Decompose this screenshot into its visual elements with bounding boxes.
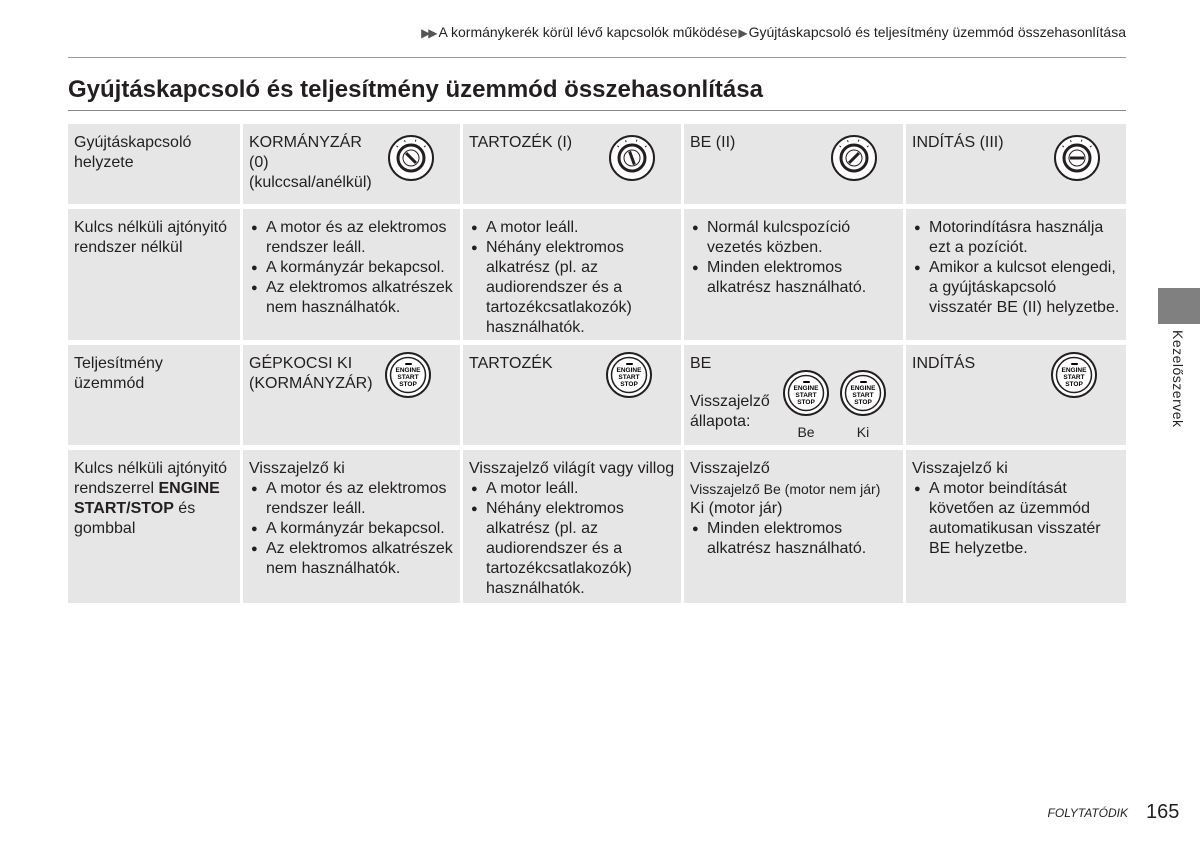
on-mode-label: BE bbox=[690, 355, 712, 372]
button-text bbox=[839, 369, 887, 417]
button-text-start: START bbox=[852, 391, 874, 399]
arrow-icon: ▶ bbox=[738, 26, 748, 40]
bullet-list bbox=[469, 479, 675, 599]
button-text-engine: ENGINE bbox=[793, 384, 819, 392]
indicator-state: Visszajelző bbox=[690, 460, 770, 477]
vehicle-off-label: GÉPKOCSI KI (KORMÁNYZÁR) bbox=[249, 355, 373, 392]
on-label: BE (II) bbox=[690, 134, 736, 151]
button-text-start: START bbox=[795, 391, 817, 399]
indicator-status-label: Visszajelző állapota: bbox=[690, 393, 770, 430]
button-text-stop: STOP bbox=[854, 398, 872, 406]
row1-lock bbox=[243, 124, 460, 204]
breadcrumb bbox=[421, 24, 1126, 40]
continue-label: FOLYTATÓDIK bbox=[1047, 806, 1128, 820]
acc-label: TARTOZÉK (I) bbox=[469, 134, 573, 151]
button-text-engine: ENGINE bbox=[616, 366, 642, 374]
list-item: ● Az elektromos alkatrészek nem használhatók. bbox=[249, 539, 454, 579]
list-item: ● Motorindításra használja ezt a pozíciót. bbox=[912, 218, 1120, 258]
row4-header bbox=[68, 450, 240, 603]
button-text-start: START bbox=[1063, 373, 1085, 381]
ignition-key-icon bbox=[387, 134, 435, 182]
row1-on bbox=[684, 124, 903, 204]
top-divider bbox=[68, 57, 1126, 58]
ignition-key-icon bbox=[608, 134, 656, 182]
button-text-stop: STOP bbox=[620, 380, 638, 388]
row4-header-bold: ENGINE START/STOP bbox=[74, 480, 220, 517]
button-text-stop: STOP bbox=[797, 398, 815, 406]
row4-header-post: és gombbal bbox=[74, 500, 196, 537]
row1-acc bbox=[463, 124, 681, 204]
engine-start-stop-icon bbox=[384, 351, 432, 399]
bullet-list bbox=[469, 218, 675, 338]
button-text-stop: STOP bbox=[399, 380, 417, 388]
list-item: ● Néhány elektromos alkatrész (pl. az audiorendszer és a tartozékcsatlakozók) használhatók. bbox=[469, 499, 675, 599]
list-item: ● Amikor a kulcsot elengedi, a gyújtáskapcsoló visszatér BE (II) helyzetbe. bbox=[912, 258, 1120, 318]
section-tab[interactable] bbox=[1158, 288, 1200, 324]
indicator-on-note: Visszajelző Be (motor nem jár) bbox=[690, 481, 881, 497]
button-text bbox=[384, 351, 432, 399]
indicator-on-caption: Be bbox=[797, 424, 815, 440]
button-text-engine: ENGINE bbox=[1061, 366, 1087, 374]
ignition-key-icon bbox=[1053, 134, 1101, 182]
double-arrow-icon: ▶▶ bbox=[421, 26, 436, 40]
row2-on bbox=[684, 209, 903, 340]
lock-label: KORMÁNYZÁR (0) (kulccsal/anélkül) bbox=[249, 134, 372, 191]
list-item: ● A motor leáll. bbox=[469, 218, 675, 238]
list-item: ● Néhány elektromos alkatrész (pl. az audiorendszer és a tartozékcsatlakozók) használhatók. bbox=[469, 238, 675, 338]
row3-header bbox=[68, 345, 240, 445]
engine-start-stop-icon bbox=[605, 351, 653, 399]
button-text-start: START bbox=[618, 373, 640, 381]
bullet-list bbox=[249, 218, 454, 318]
ignition-key-icon bbox=[830, 134, 878, 182]
bullet-list bbox=[690, 519, 897, 559]
bullet-list bbox=[690, 218, 897, 298]
indicator-off-caption: Ki bbox=[856, 424, 870, 440]
row4-on bbox=[684, 450, 903, 603]
row3-acc bbox=[463, 345, 681, 445]
list-item: ● Minden elektromos alkatrész használható. bbox=[690, 519, 897, 559]
indicator-icons bbox=[782, 369, 902, 439]
button-text-engine: ENGINE bbox=[850, 384, 876, 392]
button-text bbox=[605, 351, 653, 399]
button-text-engine: ENGINE bbox=[395, 366, 421, 374]
comparison-table bbox=[68, 124, 1126, 603]
list-item: ● A motor beindítását követően az üzemmód automatikusan visszatér BE helyzetbe. bbox=[912, 479, 1120, 559]
indicator-state: Visszajelző ki bbox=[249, 460, 345, 477]
row3-off bbox=[243, 345, 460, 445]
row2-acc bbox=[463, 209, 681, 340]
breadcrumb-part-2[interactable]: Gyújtáskapcsoló és teljesítmény üzemmód összehasonlítása bbox=[748, 24, 1126, 40]
page-number: 165 bbox=[1146, 801, 1180, 823]
title-divider bbox=[68, 110, 1126, 111]
list-item: ● A kormányzár bekapcsol. bbox=[249, 258, 454, 278]
page-title: Gyújtáskapcsoló és teljesítmény üzemmód összehasonlítása bbox=[68, 76, 763, 103]
row1-start bbox=[906, 124, 1126, 204]
engine-start-stop-icon bbox=[839, 369, 887, 417]
list-item: ● Normál kulcspozíció vezetés közben. bbox=[690, 218, 897, 258]
button-text-stop: STOP bbox=[1065, 380, 1083, 388]
indicator-off-note: Ki (motor jár) bbox=[690, 500, 783, 517]
list-item: ● A motor és az elektromos rendszer leáll. bbox=[249, 218, 454, 258]
start-label: INDÍTÁS (III) bbox=[912, 134, 1004, 151]
indicator-state: Visszajelző világít vagy villog bbox=[469, 460, 675, 477]
row3-on bbox=[684, 345, 903, 445]
row2-start bbox=[906, 209, 1126, 340]
row1-header bbox=[68, 124, 240, 204]
bullet-list bbox=[912, 218, 1120, 318]
row2-header-text: Kulcs nélküli ajtónyitó rendszer nélkül bbox=[74, 219, 227, 256]
row4-start bbox=[906, 450, 1126, 603]
button-text bbox=[1050, 351, 1098, 399]
row3-header-text: Teljesítmény üzemmód bbox=[74, 355, 163, 392]
row2-lock bbox=[243, 209, 460, 340]
indicator-state: Visszajelző ki bbox=[912, 460, 1008, 477]
bullet-list bbox=[249, 479, 454, 579]
row2-header bbox=[68, 209, 240, 340]
row3-start bbox=[906, 345, 1126, 445]
section-tab-label[interactable]: Kezelőszervek bbox=[1170, 330, 1186, 428]
engine-start-stop-icon bbox=[1050, 351, 1098, 399]
row1-header-text: Gyújtáskapcsoló helyzete bbox=[74, 134, 192, 171]
start-mode-label: INDÍTÁS bbox=[912, 355, 976, 372]
list-item: ● Az elektromos alkatrészek nem használhatók. bbox=[249, 278, 454, 318]
row4-header-pre: Kulcs nélküli ajtónyitó rendszerrel bbox=[74, 460, 227, 497]
accessory-label: TARTOZÉK bbox=[469, 355, 553, 372]
button-text bbox=[782, 369, 830, 417]
list-item: ● Minden elektromos alkatrész használható. bbox=[690, 258, 897, 298]
button-text-start: START bbox=[397, 373, 419, 381]
row4-off bbox=[243, 450, 460, 603]
list-item: ● A kormányzár bekapcsol. bbox=[249, 519, 454, 539]
list-item: ● A motor és az elektromos rendszer leáll. bbox=[249, 479, 454, 519]
row4-acc bbox=[463, 450, 681, 603]
bullet-list bbox=[912, 479, 1120, 559]
list-item: ● A motor leáll. bbox=[469, 479, 675, 499]
breadcrumb-part-1[interactable]: A kormánykerék körül lévő kapcsolók működése bbox=[438, 24, 738, 40]
engine-start-stop-icon bbox=[782, 369, 830, 417]
